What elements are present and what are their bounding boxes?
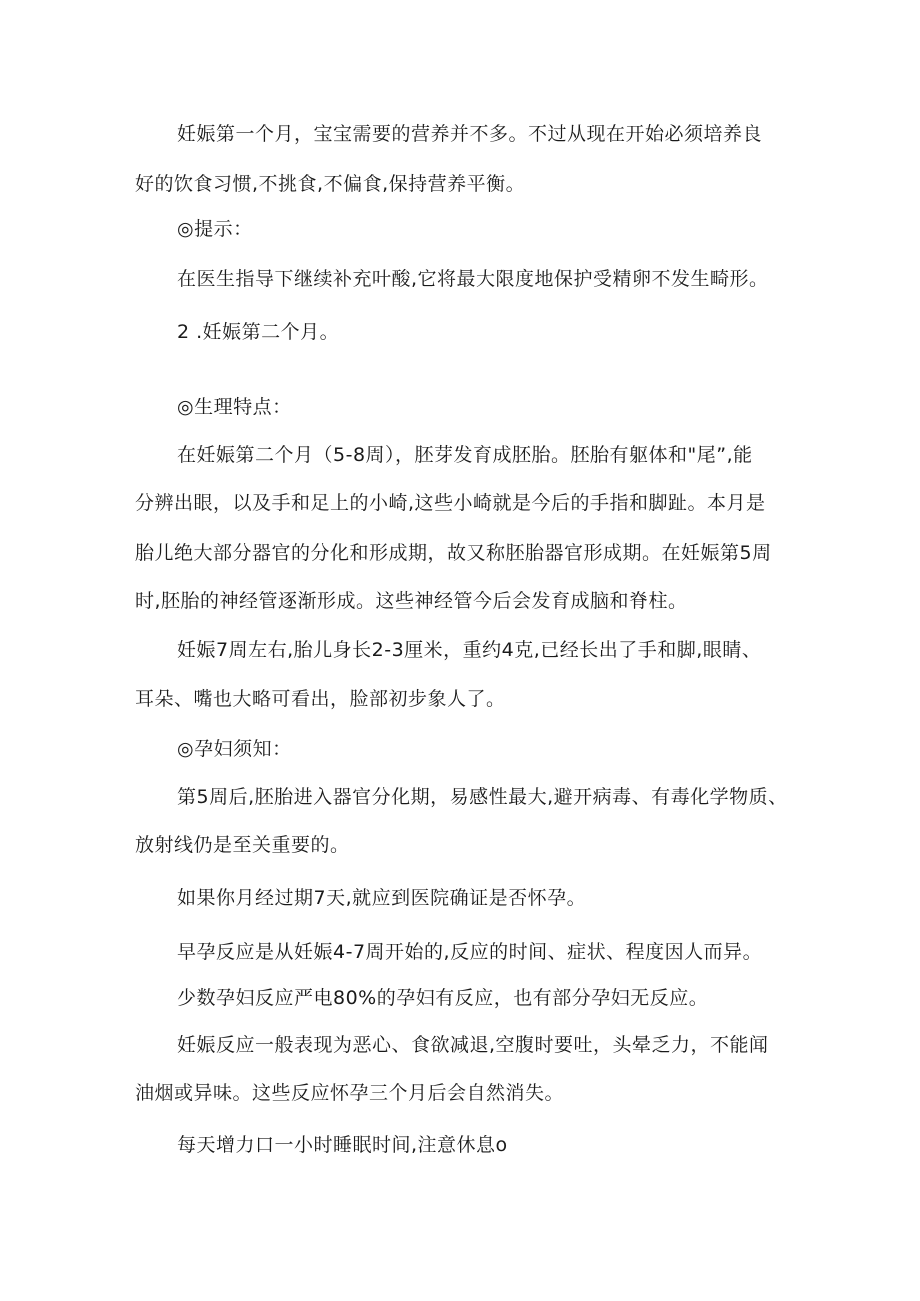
section-heading-month-2: 2 .妊娠第二个月。 [177, 321, 340, 343]
text-line-2: 好的饮食习惯,不挑食,不偏食,保持营养平衡。 [135, 173, 526, 195]
text-line-10: 第5周后,胚胎进入器官分化期，易感性最大,避开病毒、有毒化学物质、 [177, 786, 788, 808]
heading-tips: ◎提示： [177, 218, 253, 240]
text-line-17: 每天增力口一小时睡眠时间,注意休息o [177, 1134, 508, 1156]
text-line-13: 早孕反应是从妊娠4-7周开始的,反应的时间、症状、程度因人而异。 [177, 941, 763, 963]
text-line-9: 耳朵、嘴也大略可看出，脸部初步象人了。 [135, 688, 506, 710]
text-line-4: 在妊娠第二个月（5-8周），胚芽发育成胚胎。胚胎有躯体和"尾”,能 [177, 444, 753, 466]
text-line-16: 油烟或异味。这些反应怀孕三个月后会自然消失。 [135, 1082, 565, 1104]
text-line-5: 分辨出眼，以及手和足上的小崎,这些小崎就是今后的手指和脚趾。本月是 [135, 492, 766, 514]
text-line-14: 少数孕妇反应严电80%的孕妇有反应，也有部分孕妇无反应。 [177, 987, 709, 1009]
text-line-8: 妊娠7周左右,胎儿身长2-3厘米，重约4克,已经长出了手和脚,眼睛、 [177, 639, 762, 661]
text-line-6: 胎儿绝大部分器官的分化和形成期，故又称胚胎器官形成期。在妊娠第5周 [135, 542, 772, 564]
text-line-3: 在医生指导下继续补充叶酸,它将最大限度地保护受精卵不发生畸形。 [177, 268, 769, 290]
heading-physiology: ◎生理特点： [177, 396, 292, 418]
text-line-11: 放射线仍是至关重要的。 [135, 834, 350, 856]
text-line-1: 妊娠第一个月，宝宝需要的营养并不多。不过从现在开始必须培养良 [177, 123, 763, 145]
text-line-7: 时,胚胎的神经管逐渐形成。这些神经管今后会发育成脑和脊柱。 [135, 590, 688, 612]
heading-notes: ◎孕妇须知： [177, 738, 292, 760]
text-line-15: 妊娠反应一般表现为恶心、食欲减退,空腹时要吐，头晕乏力，不能闻 [177, 1034, 769, 1056]
text-line-12: 如果你月经过期7天,就应到医院确证是否怀孕。 [177, 887, 587, 909]
